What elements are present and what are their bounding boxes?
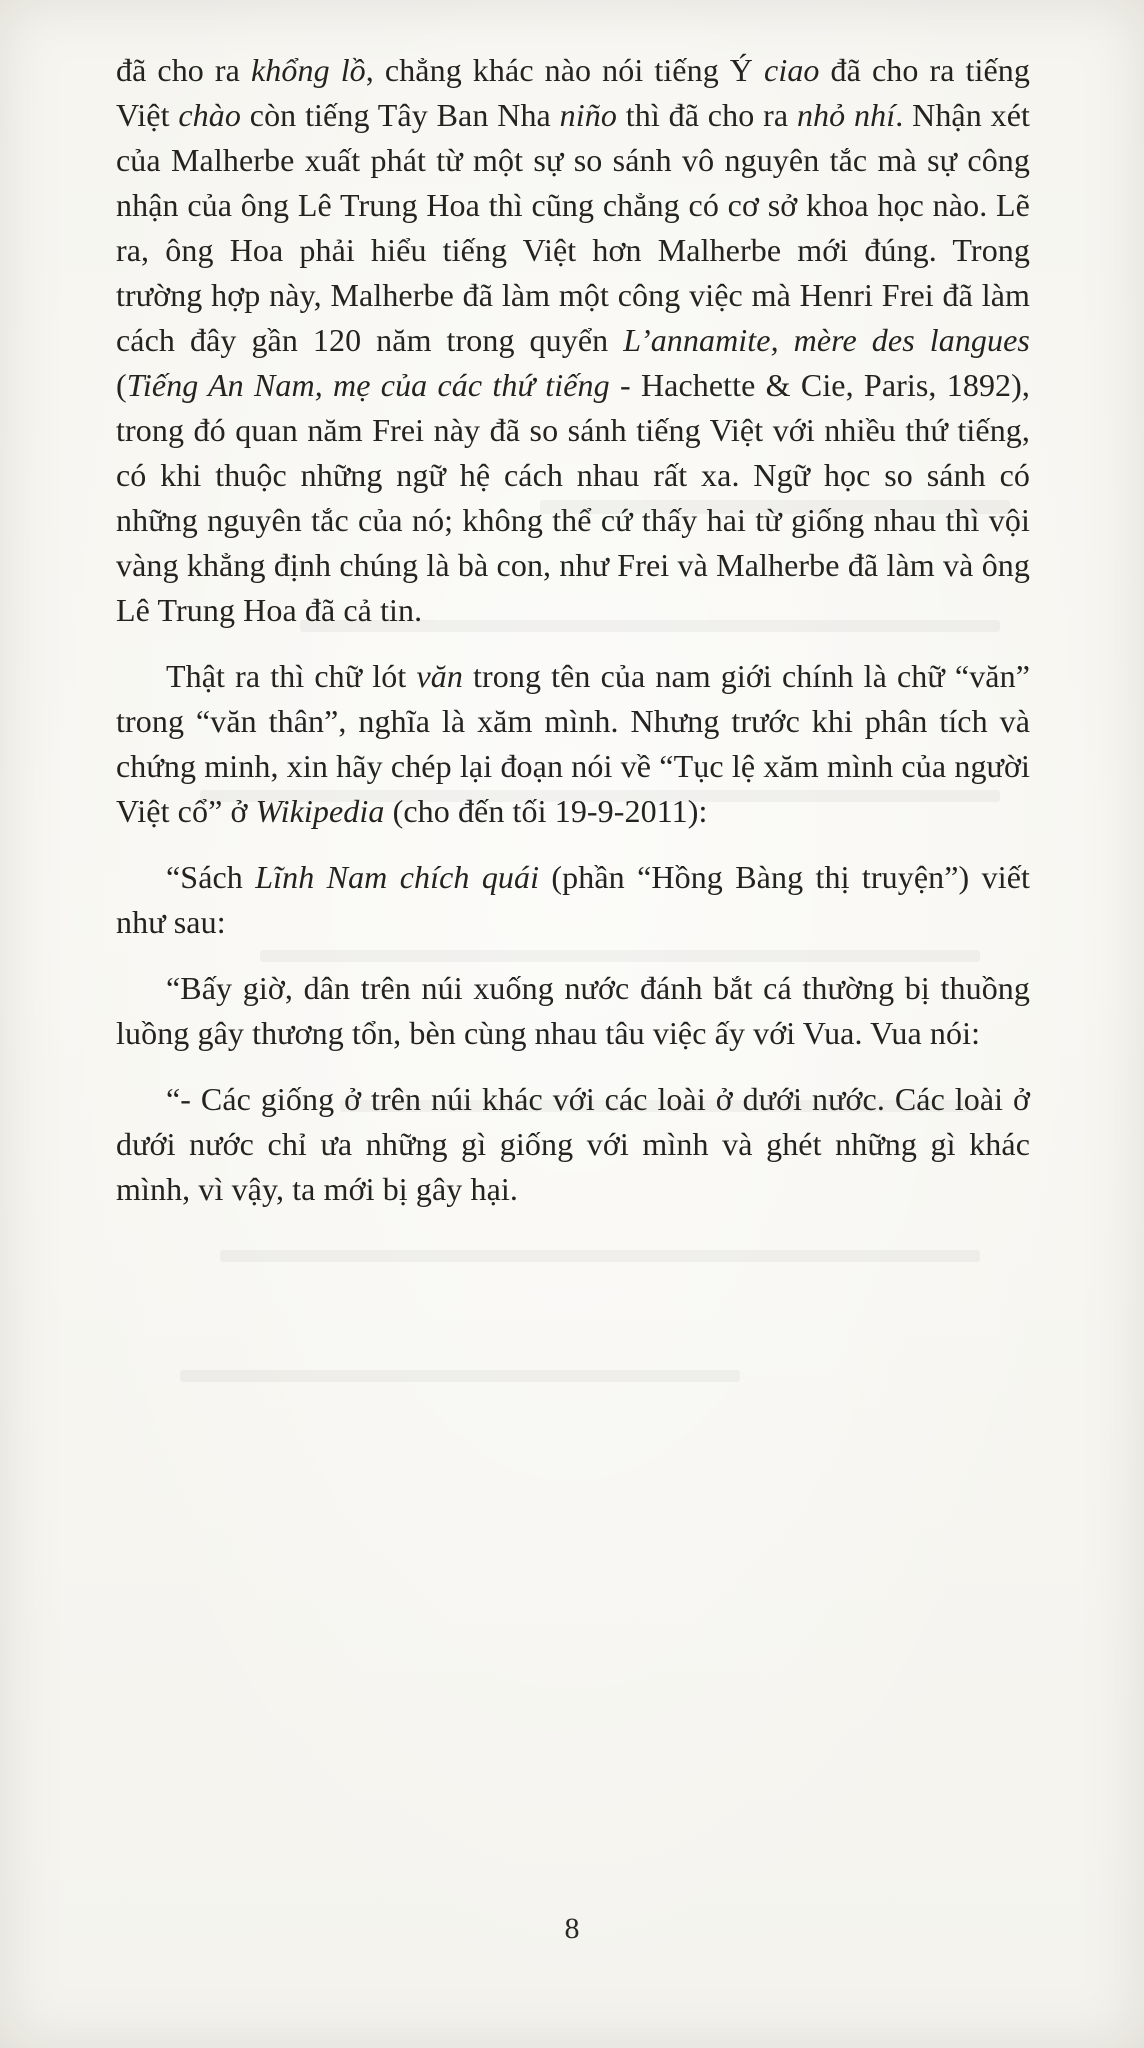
italic-text: Wikipedia (255, 793, 385, 829)
scan-bleedthrough-artifact (220, 1250, 980, 1262)
body-text: thì đã cho ra (616, 97, 797, 133)
italic-text: niño (559, 97, 617, 133)
italic-text: ciao (764, 52, 820, 88)
paragraph (116, 48, 1030, 633)
page-number: 8 (564, 1912, 580, 1945)
body-text: - Hachette & Cie, Paris, 1892), trong đó quan năm Frei này đã so sánh tiếng Việt với nhiều thứ tiếng, có khi thuộc những ngữ hệ cách nhau rất xa. Ngữ học so sánh có những nguyên tắc của nó; không thể cứ thấy hai từ giống nhau thì vội vàng khẳng định chúng là bà con, như Frei và Malherbe đã làm và ông Lê Trung Hoa đã cả tin. (116, 367, 1030, 628)
italic-text: nhỏ nhí (796, 97, 896, 133)
italic-text: Lĩnh Nam chích quái (255, 859, 540, 895)
body-text: (phần “Hồng Bàng thị truyện”) viết như sau: (116, 859, 1030, 940)
body-text: “- Các giống ở trên núi khác với các loài ở dưới nước. Các loài ở dưới nước chỉ ưa những gì giống với mình và ghét những gì khác mình, vì vậy, ta mới bị gây hại. (116, 1081, 1030, 1207)
body-text: . Nhận xét của Malherbe xuất phát từ một sự so sánh vô nguyên tắc mà sự công nhận của ông Lê Trung Hoa thì cũng chẳng có cơ sở khoa học nào. Lẽ ra, ông Hoa phải hiểu tiếng Việt hơn Malherbe mới đúng. Trong trường hợp này, Malherbe đã làm một công việc mà Henri Frei đã làm cách đây gần 120 năm trong quyển (116, 97, 1031, 358)
body-text: ( (116, 367, 127, 403)
body-text: , chẳng khác nào nói tiếng Ý (365, 52, 765, 88)
paragraph (116, 1077, 1030, 1212)
text-block (116, 48, 1030, 1233)
body-text: còn tiếng Tây Ban Nha (240, 97, 560, 133)
paragraph (116, 855, 1030, 945)
scan-bleedthrough-artifact (180, 1370, 740, 1382)
body-text: “Bấy giờ, dân trên núi xuống nước đánh bắt cá thường bị thuồng luồng gây thương tổn, bèn cùng nhau tâu việc ấy với Vua. Vua nói: (116, 970, 1030, 1051)
body-text: Thật ra thì chữ lót (166, 658, 417, 694)
body-text: (cho đến tối 19-9-2011): (384, 793, 708, 829)
body-text: trong tên của nam giới chính là chữ “văn” trong “văn thân”, nghĩa là xăm mình. Nhưng trước khi phân tích và chứng minh, xin hãy chép lại đoạn nói về “Tục lệ xăm mình của người Việt cổ” ở (116, 658, 1031, 829)
body-text: “Sách (166, 859, 256, 895)
italic-text: L’annamite, mère des langues (623, 322, 1030, 358)
body-text: đã cho ra tiếng Việt (116, 52, 1030, 133)
italic-text: văn (416, 658, 463, 694)
paragraph (116, 966, 1030, 1056)
italic-text: Tiếng An Nam, mẹ của các thứ tiếng (126, 367, 610, 403)
italic-text: chào (178, 97, 241, 133)
italic-text: khổng lồ (250, 52, 366, 88)
body-text: đã cho ra (116, 52, 251, 88)
paragraph (116, 654, 1030, 834)
